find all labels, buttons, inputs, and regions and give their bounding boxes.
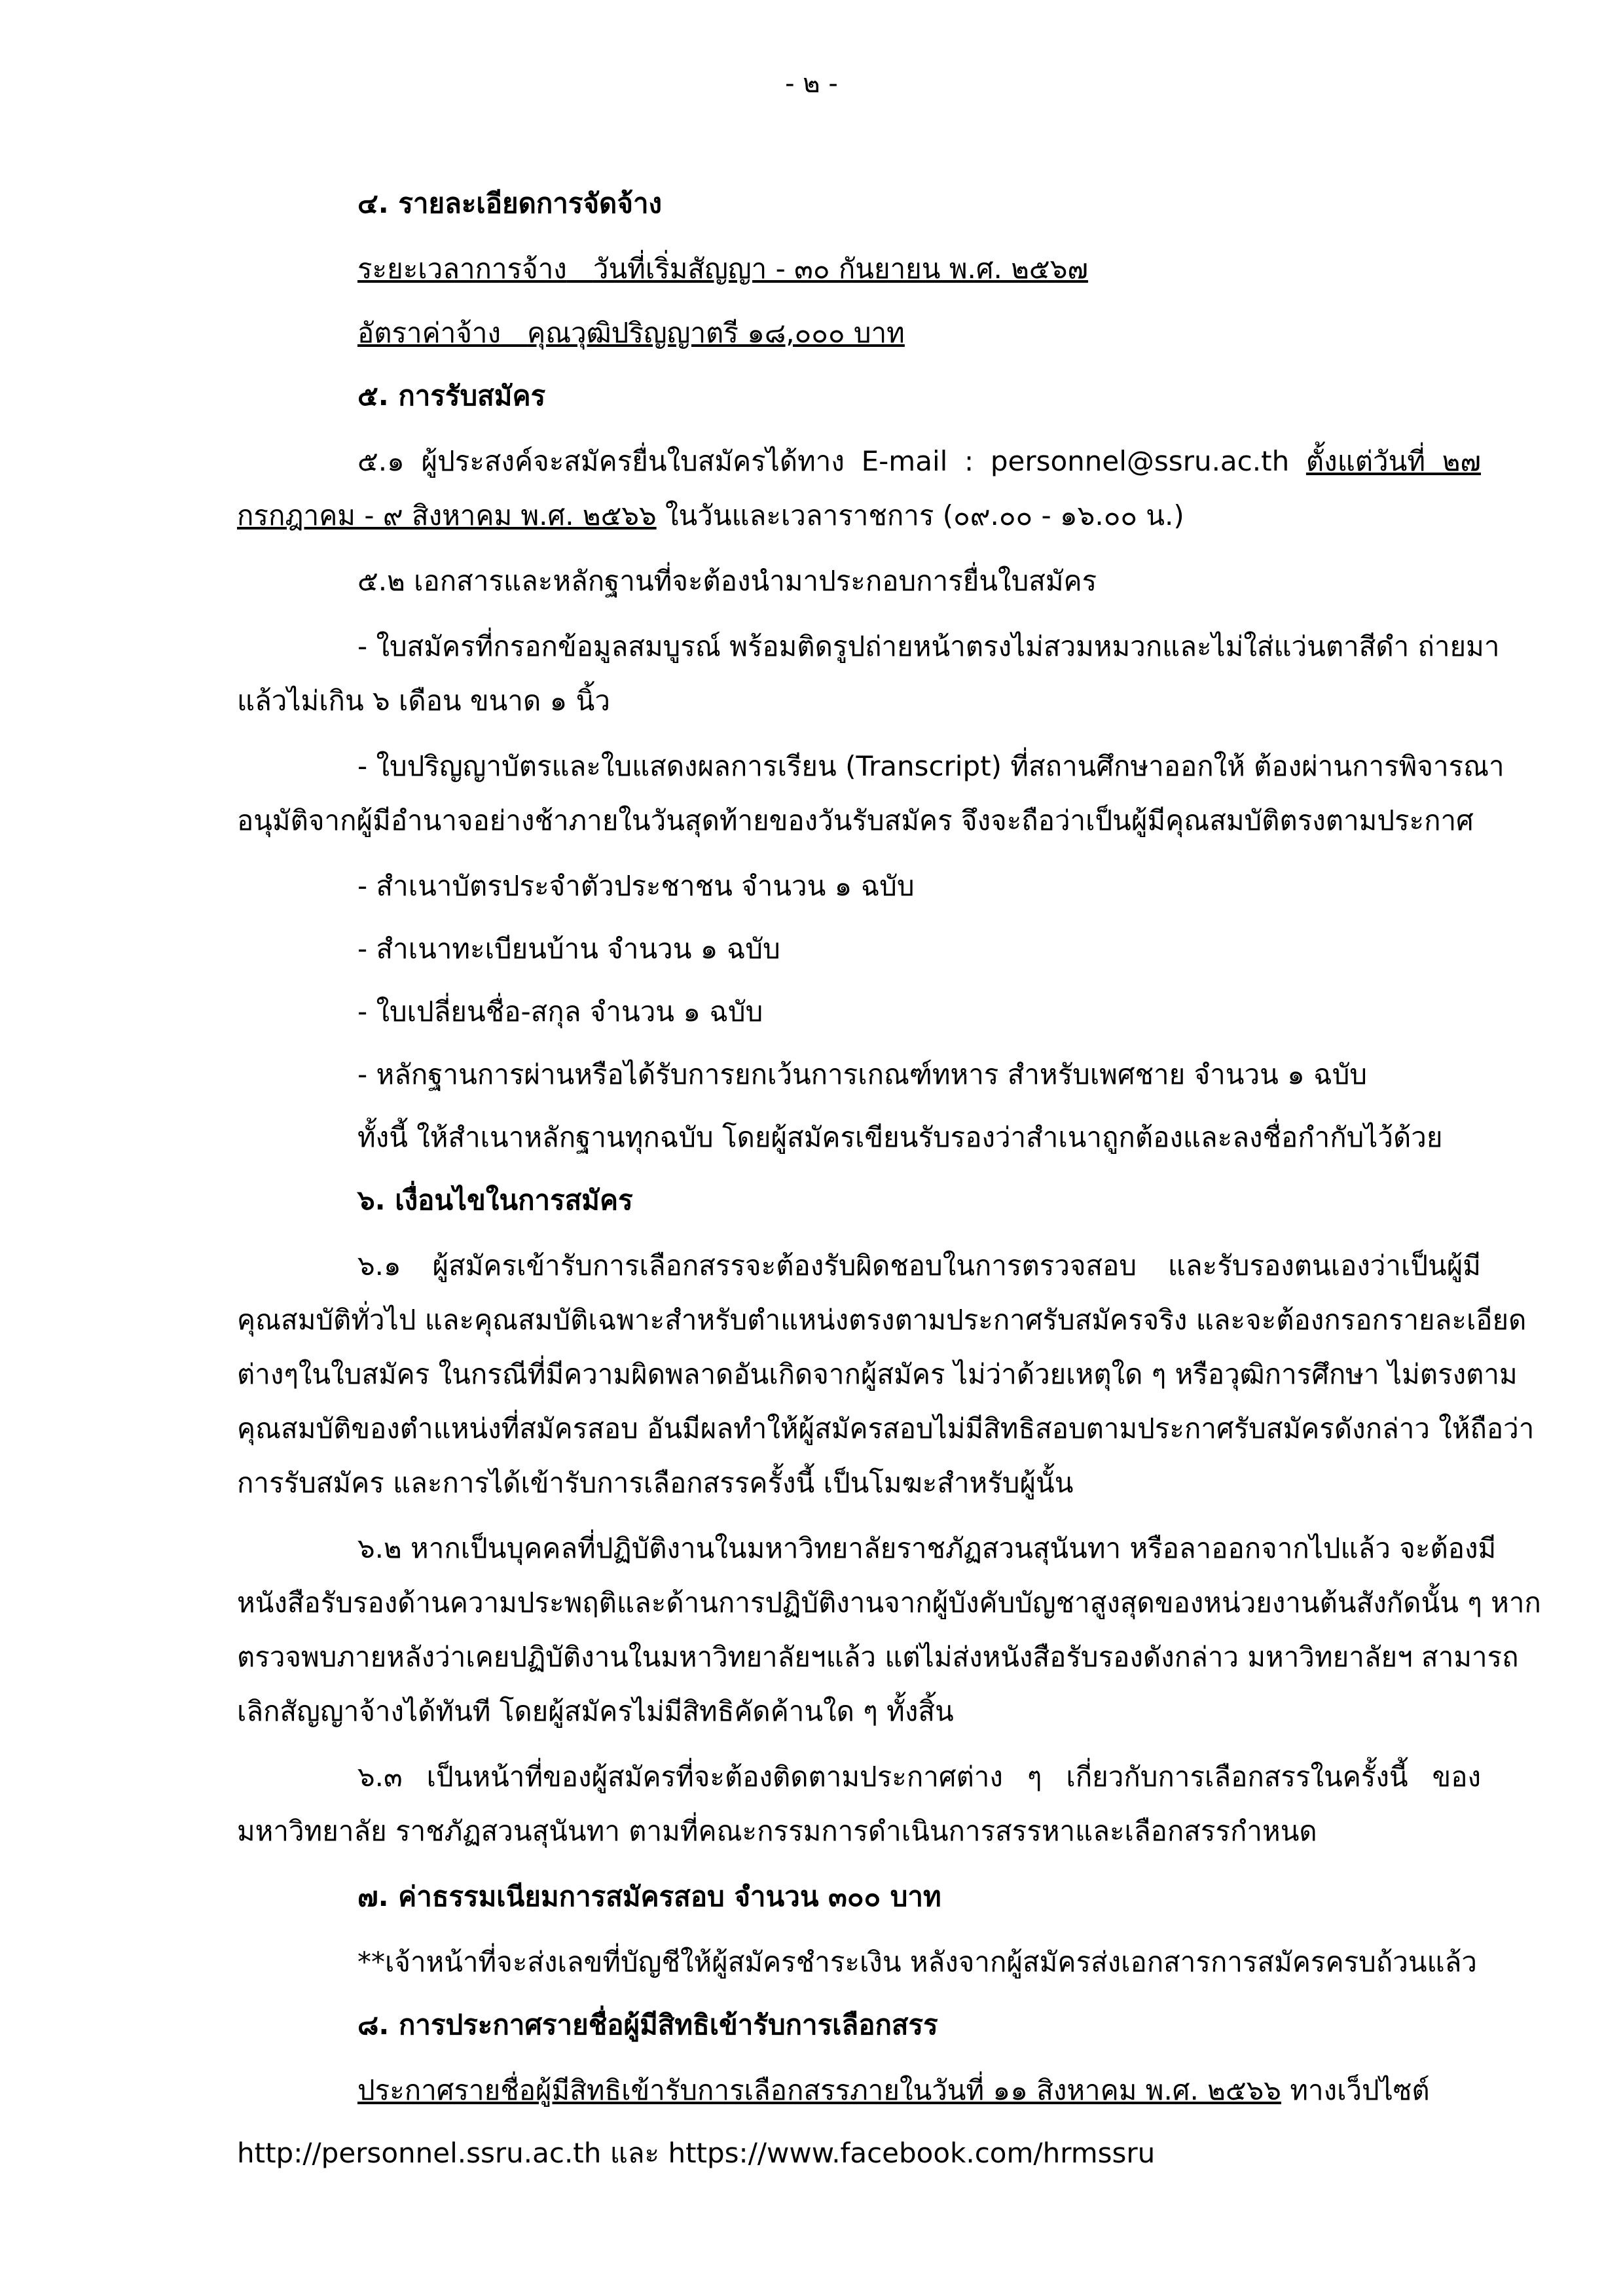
condition-6-1-line-1: ๖.๑ ผู้สมัครเข้ารับการเลือกสรรจะต้องรับผิดชอบในการตรวจสอบ และรับรองตนเองว่าเป็นผู้มี — [357, 1249, 1481, 1282]
condition-6-2-line-1: ๖.๒ หากเป็นบุคคลที่ปฏิบัติงานในมหาวิทยาลัยราชภัฏสวนสุนันทา หรือลาออกจากไปแล้ว จะต้องมี — [357, 1532, 1497, 1564]
application-start-date: ตั้งแต่วันที่ ๒๗ — [1305, 445, 1481, 477]
section-5-heading: ๕. การรับสมัคร — [357, 380, 546, 412]
document-item-2-line-2: อนุมัติจากผู้มีอำนาจอย่างช้าภายในวันสุดท้ายของวันรับสมัคร จึงจะถือว่าเป็นผู้มีคุณสมบัติตรงตามประกาศ — [237, 804, 1474, 836]
document-item-1-line-1: - ใบสมัครที่กรอกข้อมูลสมบูรณ์ พร้อมติดรูปถ่ายหน้าตรงไม่สวมหมวกและไม่ใส่แว่นตาสีดำ ถ่ายมา — [357, 630, 1500, 662]
section-4-heading: ๔. รายละเอียดการจัดจ้าง — [357, 187, 663, 219]
announcement-date: ประกาศรายชื่อผู้มีสิทธิเข้ารับการเลือกสรรภายในวันที่ ๑๑ สิงหาคม พ.ศ. ๒๕๖๖ — [357, 2074, 1281, 2106]
office-hours-text: ในวันและเวลาราชการ (๐๙.๐๐ - ๑๖.๐๐ น.) — [665, 499, 1184, 531]
document-item-5: - ใบเปลี่ยนชื่อ-สกุล จำนวน ๑ ฉบับ — [357, 996, 763, 1028]
section-5-1-line-1 — [357, 443, 1481, 480]
condition-6-3-line-1: ๖.๓ เป็นหน้าที่ของผู้สมัครที่จะต้องติดตามประกาศต่าง ๆ เกี่ยวกับการเลือกสรรในครั้งนี้ ของ — [357, 1761, 1481, 1793]
section-5-1-line-2 — [237, 497, 1481, 534]
employment-period-label: ระยะเวลาการจ้าง — [357, 253, 567, 285]
wage-rate-value: คุณวุฒิปริญญาตรี ๑๘,๐๐๐ บาท — [527, 317, 905, 349]
announcement-line-1 — [357, 2072, 1601, 2109]
announcement-website-label: ทางเว็ปไซต์ — [1290, 2074, 1430, 2106]
page-number: - ๒ - — [785, 69, 838, 99]
condition-6-2-line-3: ตรวจพบภายหลังว่าเคยปฏิบัติงานในมหาวิทยาลัยฯแล้ว แต่ไม่ส่งหนังสือรับรองดังกล่าว มหาวิทยาลัยฯ สามารถ — [237, 1641, 1519, 1673]
condition-6-1-line-2: คุณสมบัติทั่วไป และคุณสมบัติเฉพาะสำหรับตำแหน่งตรงตามประกาศรับสมัครจริง และจะต้องกรอกรายละเอียด — [237, 1304, 1527, 1336]
application-period: กรกฎาคม - ๙ สิงหาคม พ.ศ. ๒๕๖๖ — [237, 499, 657, 531]
document-item-6: - หลักฐานการผ่านหรือได้รับการยกเว้นการเกณฑ์ทหาร สำหรับเพศชาย จำนวน ๑ ฉบับ — [357, 1058, 1368, 1090]
application-channel-text: ๕.๑ ผู้ประสงค์จะสมัครยื่นใบสมัครได้ทาง E-mail : personnel@ssru.ac.th — [357, 445, 1290, 477]
document-item-2-line-1: - ใบปริญญาบัตรและใบแสดงผลการเรียน (Transcript) ที่สถานศึกษาออกให้ ต้องผ่านการพิจารณา — [357, 750, 1504, 782]
document-item-1-line-2: แล้วไม่เกิน ๖ เดือน ขนาด ๑ นิ้ว — [237, 685, 610, 717]
employment-period-value: วันที่เริ่มสัญญา - ๓๐ กันยายน พ.ศ. ๒๕๖๗ — [593, 253, 1088, 285]
document-item-4: - สำเนาทะเบียนบ้าน จำนวน ๑ ฉบับ — [357, 933, 780, 965]
section-8-heading: ๘. การประกาศรายชื่อผู้มีสิทธิเข้ารับการเลือกสรร — [357, 2009, 938, 2041]
wage-rate-label: อัตราค่าจ้าง — [357, 317, 501, 349]
condition-6-2-line-4: เลิกสัญญาจ้างได้ทันที โดยผู้สมัครไม่มีสิทธิคัดค้านใด ๆ ทั้งสิ้น — [237, 1695, 954, 1727]
document-item-3: - สำเนาบัตรประจำตัวประชาชน จำนวน ๑ ฉบับ — [357, 870, 915, 902]
section-6-heading: ๖. เงื่อนไขในการสมัคร — [357, 1184, 633, 1216]
section-7-heading: ๗. ค่าธรรมเนียมการสมัครสอบ จำนวน ๓๐๐ บาท — [357, 1880, 941, 1912]
condition-6-1-line-5: การรับสมัคร และการได้เข้ารับการเลือกสรรครั้งนี้ เป็นโมฆะสำหรับผู้นั้น — [237, 1467, 1074, 1499]
section-5-2: ๕.๒ เอกสารและหลักฐานที่จะต้องนำมาประกอบการยื่นใบสมัคร — [357, 565, 1097, 597]
condition-6-2-line-2: หนังสือรับรองด้านความประพฤติและด้านการปฏิบัติงานจากผู้บังคับบัญชาสูงสุดของหน่วยงานต้นสังกัดนั้น ๆ หาก — [237, 1587, 1541, 1619]
document-copy-note: ทั้งนี้ ให้สำเนาหลักฐานทุกฉบับ โดยผู้สมัครเขียนรับรองว่าสำเนาถูกต้องและลงชื่อกำกับไว้ด้วย — [357, 1121, 1443, 1153]
condition-6-3-line-2: มหาวิทยาลัย ราชภัฏสวนสุนันทา ตามที่คณะกรรมการดำเนินการสรรหาและเลือกสรรกำหนด — [237, 1815, 1317, 1847]
wage-rate — [357, 315, 1601, 351]
payment-note: **เจ้าหน้าที่จะส่งเลขที่บัญชีให้ผู้สมัครชำระเงิน หลังจากผู้สมัครส่งเอกสารการสมัครครบถ้วนแล้ว — [357, 1946, 1477, 1978]
employment-period — [357, 251, 1601, 287]
condition-6-1-line-4: คุณสมบัติของตำแหน่งที่สมัครสอบ อันมีผลทำให้ผู้สมัครสอบไม่มีสิทธิสอบตามประกาศรับสมัครดังกล่าว ให้ถือว่า — [237, 1412, 1535, 1444]
announcement-urls[interactable]: http://personnel.ssru.ac.th และ https://www.facebook.com/hrmssru — [237, 2137, 1156, 2169]
condition-6-1-line-3: ต่างๆในใบสมัคร ในกรณีที่มีความผิดพลาดอันเกิดจากผู้สมัคร ไม่ว่าด้วยเหตุใด ๆ หรือวุฒิการศึกษา ไม่ตรงตาม — [237, 1358, 1518, 1390]
